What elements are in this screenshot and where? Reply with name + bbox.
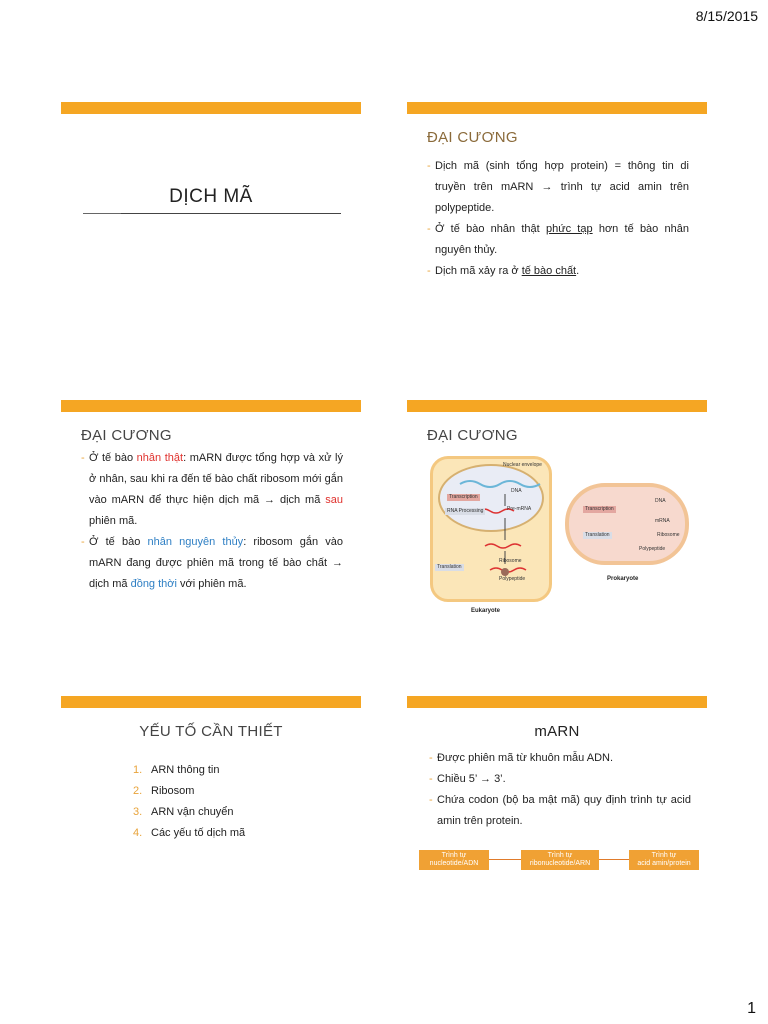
slide-accent-bar [407, 102, 707, 114]
slide-6 [407, 696, 707, 946]
dna-label: DNA [655, 498, 666, 504]
transcription-tag: Transcription [585, 506, 614, 512]
page-number: 1 [747, 1000, 756, 1017]
prokaryote-cell [565, 483, 689, 565]
polypeptide-label: Polypeptide [639, 546, 666, 552]
slide-body [429, 748, 691, 832]
title-underline-dark [121, 213, 341, 214]
bullet: - Chiều 5’ → 3’. [429, 773, 506, 785]
ribosome-label: Ribosome [499, 558, 522, 564]
bullet: - Được phiên mã từ khuôn mẫu ADN. [429, 752, 614, 764]
translation-tag: Translation [585, 532, 610, 538]
list-item: 1. ARN thông tin [133, 764, 220, 776]
bullet: - Dịch mã (sinh tổng hợp protein) = thông tin di truyền trên mARN → trình tự acid amin trên polypeptide. [427, 160, 689, 214]
rna-processing-tag: RNA Processing [447, 508, 484, 514]
slide-title: DỊCH MÃ [169, 186, 253, 207]
slide-5 [61, 696, 361, 946]
bullet: - Ở tế bào nhân thật phức tạp hơn tế bào nhân nguyên thủy. [427, 223, 690, 256]
list-item: 4. Các yếu tố dịch mã [133, 827, 246, 839]
slide-1 [61, 102, 361, 352]
slide-title: mARN [534, 723, 580, 740]
pre-mrna-label: Pre-mRNA [507, 506, 532, 512]
slide-2 [407, 102, 707, 352]
slide-accent-bar [61, 102, 361, 114]
list-item: 2. Ribosom [133, 785, 195, 797]
page-date: 8/15/2015 [695, 8, 758, 24]
bullet: - Ở tế bào nhân thật: mARN được tổng hợp và xử lý ở nhân, sau khi ra đến tế bào chất ribosom mới gắn vào mARN để thực hiện dịch mã → dịch mã sau phiên mã. [81, 452, 343, 527]
bullet: - Chứa codon (bộ ba mật mã) quy định trình tự acid amin trên protein. [429, 794, 691, 827]
slide-title: ĐẠI CƯƠNG [427, 129, 518, 146]
dna-label: DNA [511, 488, 522, 494]
slide-title: ĐẠI CƯƠNG [81, 427, 172, 444]
bullet: - Dịch mã xảy ra ở tế bào chất. [427, 265, 580, 277]
flow-connector [597, 859, 629, 860]
list-item: 3. ARN vận chuyển [133, 806, 234, 818]
prokaryote-label: Prokaryote [607, 576, 639, 582]
nuclear-envelope-label: Nuclear envelope [503, 462, 542, 468]
mrna-label: mRNA [655, 518, 670, 524]
slide-3 [61, 400, 361, 650]
flow-connector [487, 859, 521, 860]
slide-4 [407, 400, 707, 650]
transcription-tag: Transcription [449, 494, 478, 500]
flow-box-rna: Trình tự ribonucleotide/ARN [521, 850, 599, 870]
flow-box-dna: Trình tự nucleotide/ADN [419, 850, 489, 870]
bullet: - Ở tế bào nhân nguyên thủy: ribosom gắn vào mARN đang được phiên mã trong tế bào chất → dịch mã đồng thời với phiên mã. [81, 536, 343, 590]
eukaryote-label: Eukaryote [471, 608, 501, 614]
slide-title: YẾU TỐ CẦN THIẾT [139, 723, 283, 740]
flow-box-protein: Trình tự acid amin/protein [629, 850, 699, 870]
slide-accent-bar [61, 400, 361, 412]
slide-body [427, 156, 689, 282]
ordered-list [133, 760, 245, 844]
slide-body [81, 448, 343, 595]
ribosome-label: Ribosome [657, 532, 680, 538]
slide-accent-bar [61, 696, 361, 708]
slide-accent-bar [407, 696, 707, 708]
translation-tag: Translation [437, 564, 462, 570]
slide-accent-bar [407, 400, 707, 412]
slide-title: ĐẠI CƯƠNG [427, 427, 518, 444]
polypeptide-label: Polypeptide [499, 576, 526, 582]
